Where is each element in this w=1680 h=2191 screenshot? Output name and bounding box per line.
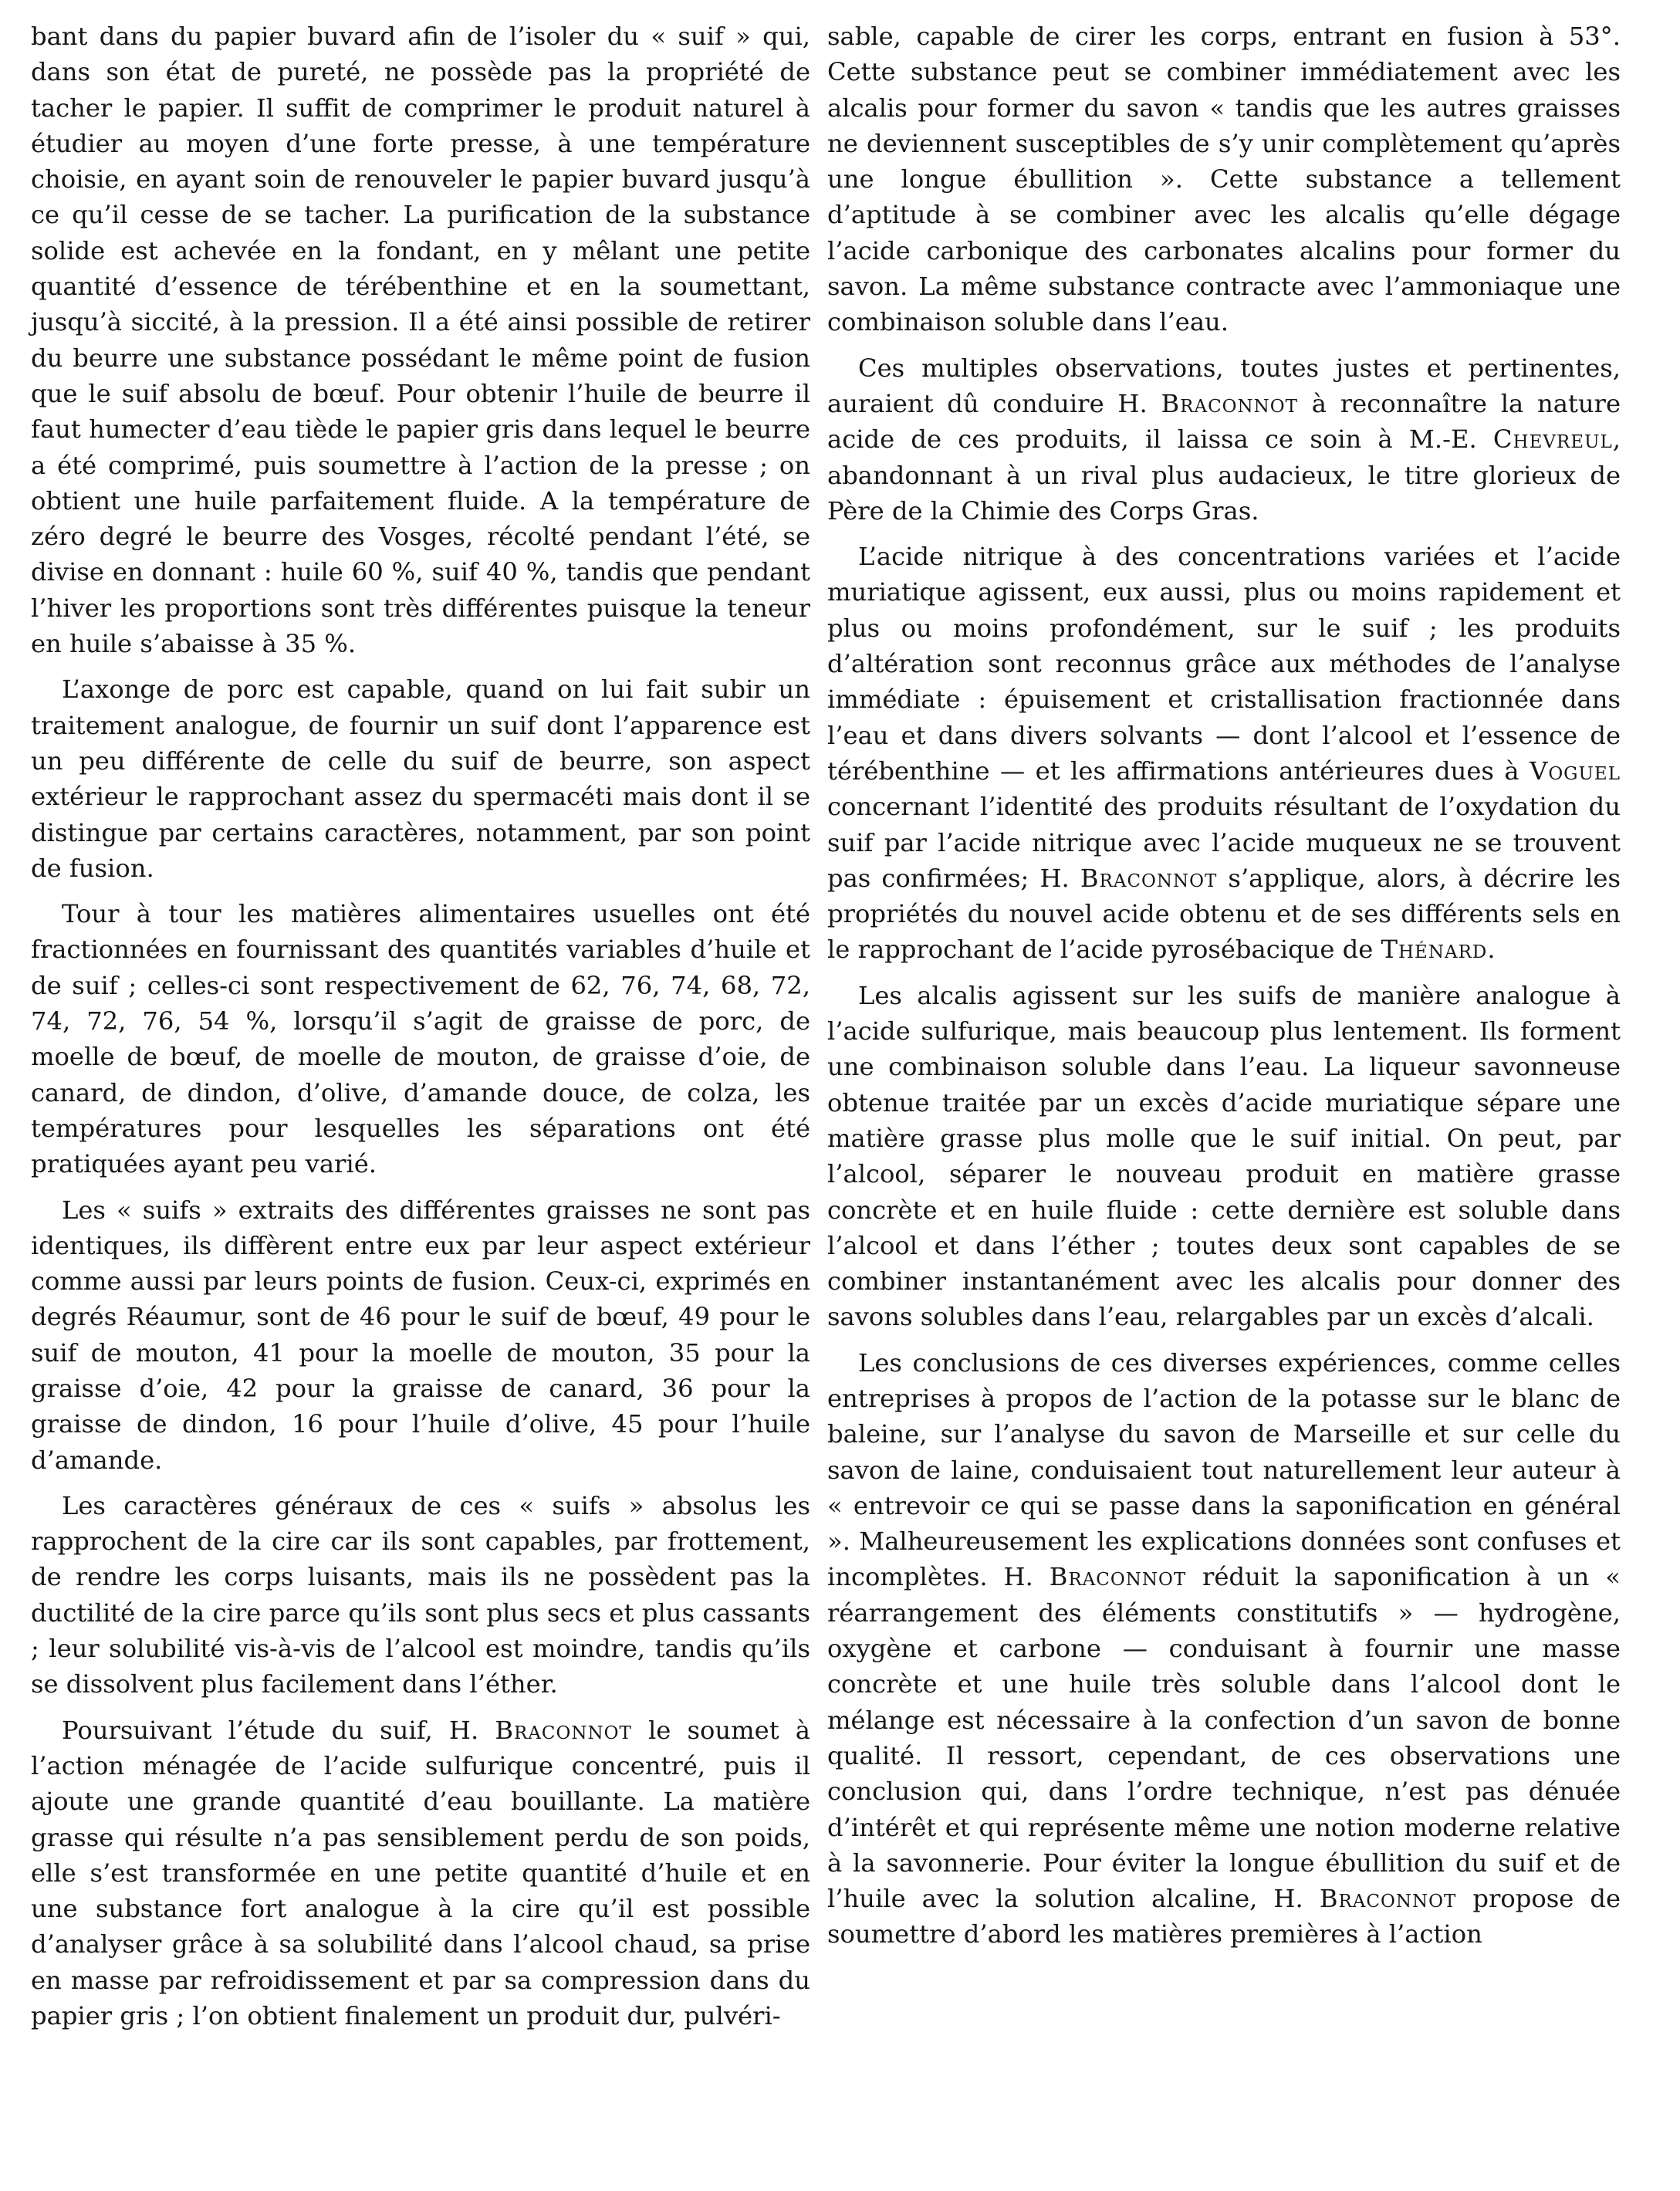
paragraph-p2 [31, 671, 810, 886]
text-run: . [1487, 935, 1496, 965]
paragraph-p4 [31, 1192, 810, 1478]
document-page [31, 19, 1621, 2172]
paragraph-p6 [31, 1713, 810, 2034]
paragraph-p8 [827, 350, 1621, 529]
author-name: Braconnot [1049, 1562, 1187, 1592]
paragraph-p10 [827, 978, 1621, 1335]
text-run: propose de soumettre d’abord les matières premières à l’action [827, 1884, 1621, 1949]
text-run: le soumet à l’action ménagée de l’acide sulfurique concentré, puis il ajoute une grande quantité d’eau bouillante. La matière grasse qui résulte n’a pas sensiblement perdu de son poids, elle s’est transformée en une petite quantité d’huile et en une substance fort analogue à la cire qu’il est possible d’analyser grâce à sa solubilité dans l’alcool chaud, sa prise en masse par refroidissement et par sa compression dans du papier gris ; l’on obtient finalement un produit dur, pulvéri- [31, 1715, 810, 2031]
text-run: Les conclusions de ces diverses expériences, comme celles entreprises à propos de l’action de la potasse sur le blanc de baleine, sur l’analyse du savon de Marseille et sur celle du savon de laine, conduisaient tout naturellement leur auteur à « entrevoir ce qui se passe dans la saponification en général ». Malheureusement les explications données sont confuses et incomplètes. H. [827, 1347, 1621, 1592]
text-run: L’axonge de porc est capable, quand on lui fait subir un traitement analogue, de fournir un suif dont l’apparence est un peu différente de celle du suif de beurre, son aspect extérieur le rapprochant assez du spermacéti mais dont il se distingue par certains caractères, notamment, par son point de fusion. [31, 675, 810, 883]
author-name: Thénard [1381, 935, 1488, 965]
text-run: Les caractères généraux de ces « suifs » absolus les rapprochent de la cire car ils sont capables, par frottement, de rendre les corps luisants, mais ils ne possèdent pas la ductilité de la cire parce qu’ils sont plus secs et plus cassants ; leur solubilité vis-à-vis de l’alcool est moindre, tandis qu’ils se dissolvent plus facilement dans l’éther. [31, 1490, 810, 1699]
text-run: Les « suifs » extraits des différentes graisses ne sont pas identiques, ils diffèrent entre eux par leur aspect extérieur comme aussi par leurs points de fusion. Ceux-ci, exprimés en degrés Réaumur, sont de 46 pour le suif de bœuf, 49 pour le suif de mouton, 41 pour la moelle de mouton, 35 pour la graisse d’oie, 42 pour la graisse de canard, 36 pour la graisse de dindon, 16 pour l’huile d’olive, 45 pour l’huile d’amande. [31, 1195, 810, 1475]
text-run: s’applique, alors, à décrire les propriétés du nouvel acide obtenu et de ses différents sels en le rapprochant de l’acide pyrosébacique de [827, 863, 1621, 965]
author-name: Braconnot [1080, 863, 1218, 893]
paragraph-p5 [31, 1488, 810, 1702]
author-name: Chevreul [1492, 424, 1613, 455]
paragraph-p1 [31, 19, 810, 661]
author-name: Braconnot [1319, 1884, 1457, 1914]
paragraph-p11 [827, 1345, 1621, 1953]
text-run: réduit la saponification à un « réarrangement des éléments constitutifs » — hydrogène, oxygène et carbone — conduisant à fournir une masse concrète et une huile très soluble dans l’alcool dont le mélange est nécessaire à la confection d’un savon de bonne qualité. Il ressort, cependant, de ces observations une conclusion qui, dans l’ordre technique, n’est pas dénuée d’intérêt et qui représente même une notion moderne relative à la savonnerie. Pour éviter la longue ébullition du suif et de l’huile avec la solution alcaline, H. [827, 1562, 1621, 1914]
author-name: Braconnot [1161, 388, 1298, 418]
text-run: Tour à tour les matières alimentaires usuelles ont été fractionnées en fournissant des quantités variables d’huile et de suif ; celles-ci sont respectivement de 62, 76, 74, 68, 72, 74, 72, 76, 54 %, lorsqu’il s’agit de graisse de porc, de moelle de bœuf, de moelle de mouton, de graisse d’oie, de canard, de dindon, d’olive, d’amande douce, de colza, les températures pour lesquelles les séparations ont été pratiquées ayant peu varié. [31, 899, 810, 1179]
text-run: Poursuivant l’étude du suif, H. [62, 1715, 495, 1745]
author-name: Braconnot [495, 1715, 632, 1745]
text-run: concernant l’identité des produits résultant de l’oxydation du suif par l’acide nitrique avec l’acide muqueux ne se trouvent pas confirmées; H. [827, 792, 1621, 893]
text-run: bant dans du papier buvard afin de l’isoler du « suif » qui, dans son état de pureté, ne possède pas la propriété de tacher le papier. Il suffit de comprimer le produit naturel à étudier au moyen d’une forte presse, à une température choisie, en ayant soin de renouveler le papier buvard jusqu’à ce qu’il cesse de se tacher. La purification de la substance solide est achevée en la fondant, en y mêlant une petite quantité d’essence de térébenthine et en la soumettant, jusqu’à siccité, à la pression. Il a été ainsi possible de retirer du beurre une substance possédant le même point de fusion que le suif absolu de bœuf. Pour obtenir l’huile de beurre il faut humecter d’eau tiède le papier gris dans lequel le beurre a été comprimé, puis soumettre à l’action de la presse ; on obtient une huile parfaitement fluide. A la température de zéro degré le beurre des Vosges, récolté pendant l’été, se divise en donnant : huile 60 %, suif 40 %, tandis que pendant l’hiver les proportions sont très différentes puisque la teneur en huile s’abaisse à 35 %. [31, 22, 810, 659]
paragraph-p3 [31, 896, 810, 1182]
paragraph-p7 [827, 19, 1621, 340]
author-name: Voguel [1530, 756, 1621, 786]
text-run: Les alcalis agissent sur les suifs de manière analogue à l’acide sulfurique, mais beaucoup plus lentement. Ils forment une combinaison soluble dans l’eau. La liqueur savonneuse obtenue traitée par un excès d’acide muriatique sépare une matière grasse plus molle que le suif initial. On peut, par l’alcool, séparer le nouveau produit en matière grasse concrète et en huile fluide : cette dernière est soluble dans l’alcool et dans l’éther ; toutes deux sont capables de se combiner instantanément avec les alcalis pour donner des savons solubles dans l’eau, relargables par un excès d’alcali. [827, 980, 1621, 1332]
text-run: Ces multiples observations, toutes justes et pertinentes, auraient dû conduire H. [827, 353, 1621, 418]
left-column [31, 19, 810, 2172]
text-run: L’acide nitrique à des concentrations variées et l’acide muriatique agissent, eux aussi, plus ou moins rapidement et plus ou moins profondément, sur le suif ; les produits d’altération sont reconnus grâce aux méthodes de l’analyse immédiate : épuisement et cristallisation fractionnée dans l’eau et dans divers solvants — dont l’alcool et l’essence de térébenthine — et les affirmations antérieures dues à [827, 542, 1621, 786]
right-column [827, 19, 1621, 2172]
text-run: sable, capable de cirer les corps, entrant en fusion à 53°. Cette substance peut se combiner immédiatement avec les alcalis pour former du savon « tandis que les autres graisses ne deviennent susceptibles de s’y unir complètement qu’après une longue ébullition ». Cette substance a tellement d’aptitude à se combiner avec les alcalis qu’elle dégage l’acide carbonique des carbonates alcalins pour former du savon. La même substance contracte avec l’ammoniaque une combinaison soluble dans l’eau. [827, 22, 1621, 337]
text-run: , abandonnant à un rival plus audacieux, le titre glorieux de Père de la Chimie des Corps Gras. [827, 424, 1621, 526]
text-run: à reconnaître la nature acide de ces produits, il laissa ce soin à M.-E. [827, 388, 1621, 455]
paragraph-p9 [827, 539, 1621, 968]
